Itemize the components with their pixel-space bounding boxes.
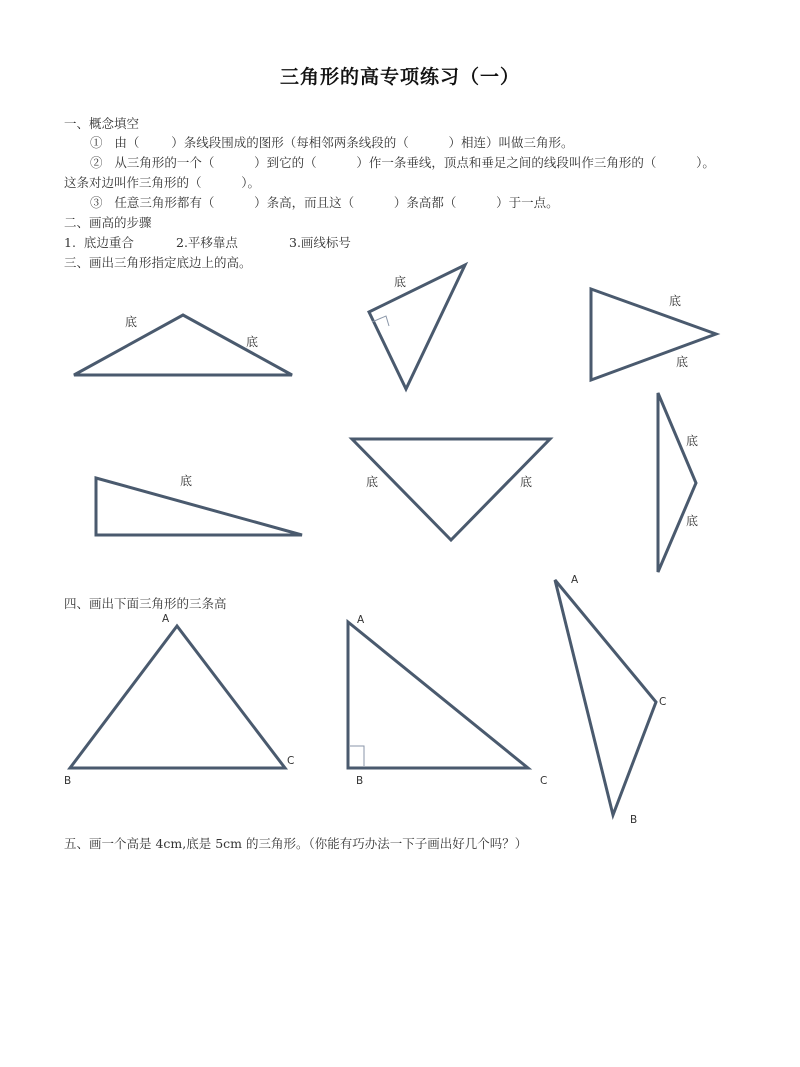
question-3: ③ 任意三角形都有（ ）条高，而且这（ ）条高都（ ）于一点。 bbox=[90, 195, 559, 210]
vertex-label-c: C bbox=[659, 696, 667, 708]
base-label: 底 bbox=[180, 474, 193, 488]
base-label: 底 bbox=[125, 315, 138, 329]
vertex-label-c: C bbox=[287, 755, 295, 767]
question-2: ② 从三角形的一个（ ）到它的（ ）作一条垂线，顶点和垂足之间的线段叫作三角形的（ ）。 bbox=[90, 155, 715, 170]
vertex-label-a: A bbox=[162, 613, 170, 625]
base-label: 底 bbox=[366, 475, 379, 489]
vertex-label-b: B bbox=[64, 775, 72, 787]
triangle-narrow-6 bbox=[658, 393, 699, 572]
base-label: 底 bbox=[686, 514, 699, 528]
page-title: 三角形的高专项练习（一） bbox=[279, 66, 520, 88]
vertex-label-b: B bbox=[630, 814, 638, 826]
right-angle-marker bbox=[350, 746, 364, 766]
base-label: 底 bbox=[394, 275, 407, 289]
base-label: 底 bbox=[676, 355, 689, 369]
section2-heading: 二、画高的步骤 bbox=[64, 215, 152, 230]
question-1: ① 由（ ）条线段围成的图形（每相邻两条线段的（ ）相连）叫做三角形。 bbox=[90, 135, 574, 150]
vertex-label-c: C bbox=[540, 775, 548, 787]
step-1: 1. 底边重合 bbox=[64, 235, 134, 250]
base-label: 底 bbox=[520, 475, 533, 489]
triangle-obtuse-1 bbox=[74, 315, 292, 375]
section4-heading: 四、画出下面三角形的三条高 bbox=[64, 596, 227, 611]
base-label: 底 bbox=[669, 294, 682, 308]
triangle-abc-2 bbox=[348, 622, 528, 768]
triangle-abc-3 bbox=[555, 580, 656, 815]
vertex-label-b: B bbox=[356, 775, 364, 787]
step-3: 3.画线标号 bbox=[289, 235, 351, 250]
section5-heading: 五、画一个高是 4cm,底是 5cm 的三角形。（你能有巧办法一下子画出好几个吗？） bbox=[64, 836, 528, 851]
step-2: 2.平移靠点 bbox=[176, 235, 238, 250]
triangle-abc-1 bbox=[70, 626, 285, 768]
section3-heading: 三、画出三角形指定底边上的高。 bbox=[64, 255, 252, 270]
base-label: 底 bbox=[686, 434, 699, 448]
triangle-3 bbox=[591, 289, 716, 380]
triangle-right-2 bbox=[369, 265, 465, 389]
question-2-continued: 这条对边叫作三角形的（ ）。 bbox=[64, 175, 260, 190]
base-label: 底 bbox=[246, 335, 259, 349]
triangle-right-4 bbox=[96, 478, 302, 535]
section1-heading: 一、概念填空 bbox=[64, 116, 140, 131]
vertex-label-a: A bbox=[357, 614, 365, 626]
vertex-label-a: A bbox=[571, 574, 579, 586]
